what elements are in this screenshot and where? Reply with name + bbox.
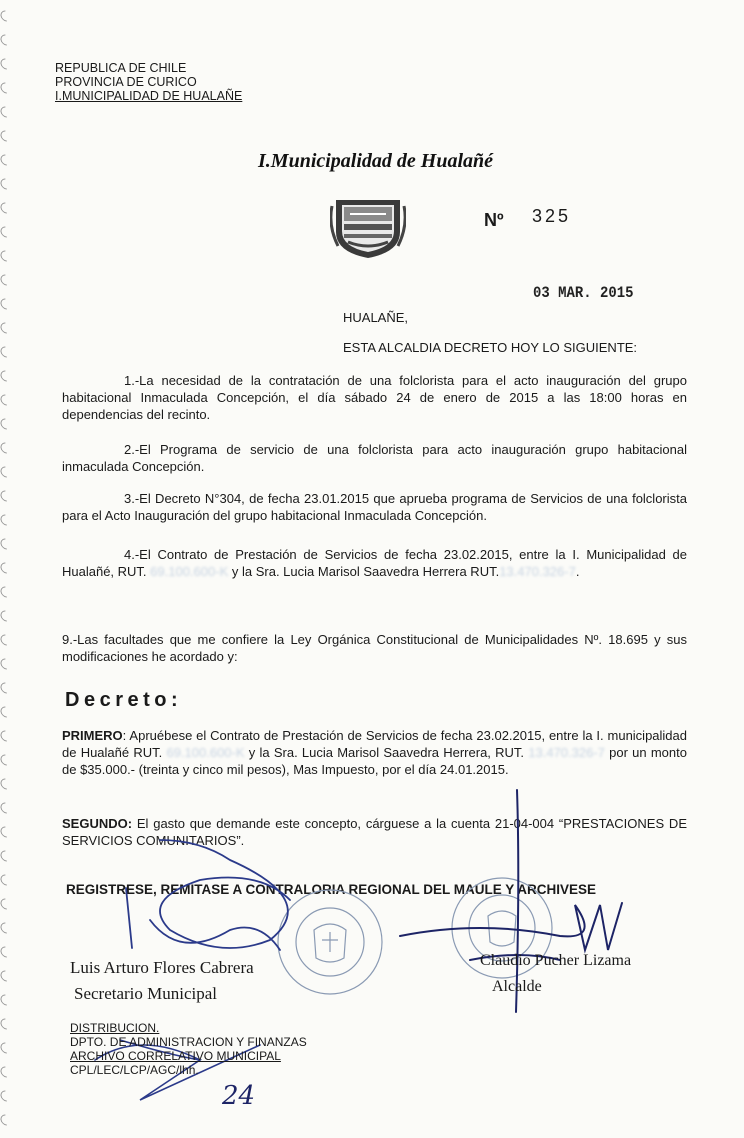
binder-hole-icon [0,608,14,624]
binder-hole-icon [0,728,14,744]
considerando-9-text: 9.-Las facultades que me confiere la Ley Orgánica Constitucional de Municipalidades Nº. 18.695 y sus modificaciones he acordado y: [62,632,687,664]
binder-hole-icon [0,392,14,408]
considerando-4 [62,546,687,580]
distribution-heading: DISTRIBUCION. [70,1021,160,1035]
binder-hole-icon [0,1040,14,1056]
date-stamp: 03 MAR. 2015 [533,284,634,302]
article-primero [62,727,687,778]
binder-hole-icon [0,488,14,504]
seal-left-icon [278,890,382,994]
secretary-title: Secretario Municipal [74,984,218,1003]
considerando-2 [62,441,687,475]
binder-hole-icon [0,1064,14,1080]
binder-hole-icon [0,200,14,216]
redacted-rut-municipality: 69.100.600-K [150,564,229,579]
decreto-heading: Decreto: [65,689,183,711]
considerando-4-text-b: y la Sra. Lucia Marisol Saavedra Herrera RUT. [231,564,500,579]
binder-hole-icon [0,920,14,936]
binder-hole-icon [0,176,14,192]
binder-hole-icon [0,1088,14,1104]
binder-hole-icon [0,224,14,240]
binder-hole-icon [0,656,14,672]
binder-hole-icon [0,632,14,648]
binder-hole-icon [0,128,14,144]
intro-line: ESTA ALCALDIA DECRETO HOY LO SIGUIENTE: [343,340,638,355]
binder-hole-icon [0,368,14,384]
binder-hole-icon [0,152,14,168]
handwritten-note: 24 [222,1081,256,1111]
mayor-title: Alcalde [492,978,542,995]
place-line: HUALAÑE, [343,310,409,325]
distribution-block [70,1021,307,1077]
redacted-rut-person: 13.470.326-7 [499,564,576,579]
binder-hole-icon [0,776,14,792]
header-line-province: PROVINCIA DE CURICO [55,75,197,89]
binder-hole-icon [0,704,14,720]
municipality-title: I.Municipalidad de Hualañé [258,150,494,172]
distribution-line-3: CPL/LEC/LCP/AGC/lhh. [70,1063,199,1077]
binder-hole-icon [0,560,14,576]
binder-hole-icon [0,464,14,480]
binder-hole-icon [0,848,14,864]
binder-hole-icon [0,800,14,816]
binder-holes [0,10,16,1130]
article-segundo [62,815,687,849]
considerando-4-text-c: . [575,564,580,579]
municipal-crest-icon [330,196,406,260]
number-label: Nº [484,210,504,230]
binder-hole-icon [0,1016,14,1032]
binder-hole-icon [0,944,14,960]
registrese-line: REGISTRESE, REMITASE A CONTRALORIA REGIONAL DEL MAULE Y ARCHIVESE [66,882,597,897]
binder-hole-icon [0,584,14,600]
binder-hole-icon [0,272,14,288]
binder-hole-icon [0,32,14,48]
redacted-rut-person-2: 13.470.326-7 [528,745,605,760]
binder-hole-icon [0,824,14,840]
binder-hole-icon [0,104,14,120]
binder-hole-icon [0,968,14,984]
binder-hole-icon [0,320,14,336]
binder-hole-icon [0,512,14,528]
document-header [55,61,242,103]
binder-hole-icon [0,344,14,360]
considerando-1-text: 1.-La necesidad de la contratación de una folclorista para el acto inauguración del grupo habitacional Inmaculada Concepción, el día sábado 24 de enero de 2015 a las 18:00 horas en dependencias del recinto. [62,373,687,422]
primero-label: PRIMERO [62,728,123,743]
binder-hole-icon [0,416,14,432]
binder-hole-icon [0,440,14,456]
header-line-municipality: I.MUNICIPALIDAD DE HUALAÑE [55,89,243,103]
binder-hole-icon [0,8,14,24]
considerando-2-text: 2.-El Programa de servicio de una folclorista para acto inauguración grupo habitacional inmaculada Concepción. [62,442,687,474]
considerando-3-text: 3.-El Decreto N°304, de fecha 23.01.2015 que aprueba programa de Servicios de una folclorista para el Acto Inauguración del grupo habitacional Inmaculada Concepción. [62,491,687,523]
secretary-name: Luis Arturo Flores Cabrera [70,958,254,977]
binder-hole-icon [0,992,14,1008]
considerando-1 [62,372,687,423]
considerando-3 [62,490,687,524]
binder-hole-icon [0,248,14,264]
primero-text-b: y la Sra. Lucia Marisol Saavedra Herrera, RUT. [248,745,525,760]
header-line-republic: REPUBLICA DE CHILE [55,61,187,75]
binder-hole-icon [0,680,14,696]
segundo-label: SEGUNDO: [62,816,133,831]
primero-text-a: : Apruébese el Contrato de Prestación de Servicios de fecha 23.02.2015, entre la I. municipalidad de Hualañé RUT. [62,728,687,760]
binder-hole-icon [0,536,14,552]
binder-hole-icon [0,872,14,888]
redacted-rut-municipality-2: 69.100.600-K [166,745,245,760]
considerando-9 [62,631,687,665]
distribution-line-1: DPTO. DE ADMINISTRACION Y FINANZAS [70,1035,307,1049]
primero-text-c: por un monto de $35.000.- (treinta y cinco mil pesos), Mas Impuesto, por el día 24.01.2015. [62,745,687,777]
decree-number: 325 [532,206,572,226]
considerando-4-text-a: 4.-El Contrato de Prestación de Servicios de fecha 23.02.2015, entre la I. Municipalidad de Hualañé, RUT. [62,547,687,579]
distribution-line-2: ARCHIVO CORRELATIVO MUNICIPAL [70,1049,281,1063]
binder-hole-icon [0,56,14,72]
binder-hole-icon [0,296,14,312]
binder-hole-icon [0,752,14,768]
binder-hole-icon [0,1112,14,1128]
binder-hole-icon [0,80,14,96]
segundo-text: El gasto que demande este concepto, cárguese a la cuenta 21-04-004 “PRESTACIONES DE SERVICIOS COMUNITARIOS”. [62,816,687,848]
mayor-name: Claudio Pucher Lizama [480,952,632,969]
binder-hole-icon [0,896,14,912]
